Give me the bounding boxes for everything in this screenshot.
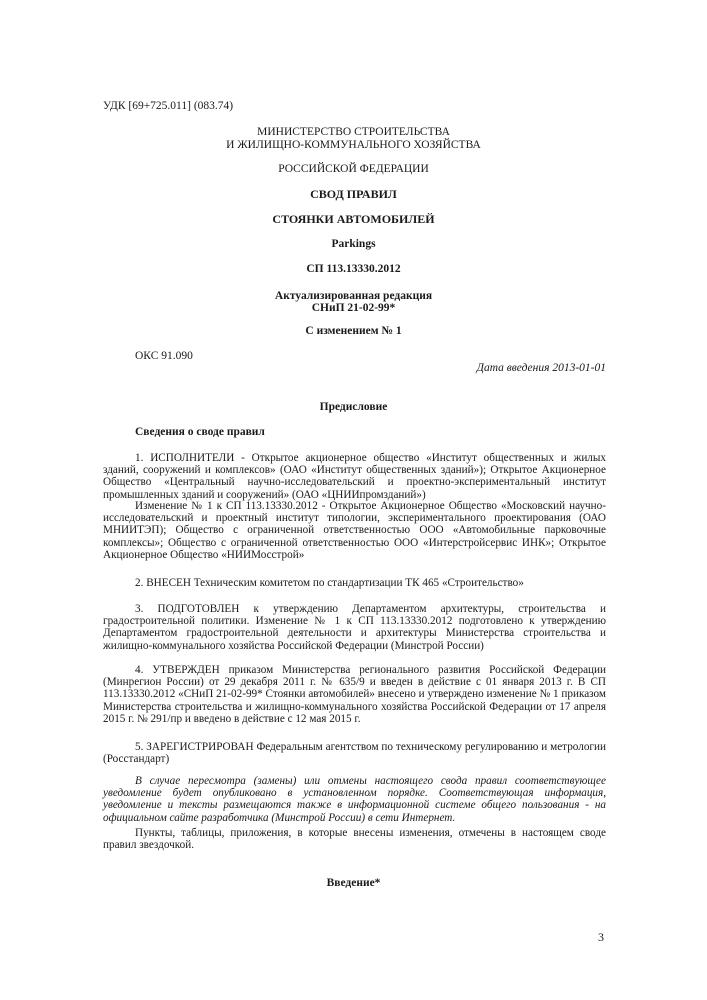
svod-heading: СВОД ПРАВИЛ [310,187,397,201]
ministry-line-2: И ЖИЛИЩНО-КОММУНАЛЬНОГО ХОЗЯЙСТВА [226,139,481,151]
federation-line: РОССИЙСКОЙ ФЕДЕРАЦИИ [278,163,429,175]
paragraph-executors: 1. ИСПОЛНИТЕЛИ - Открытое акционерное общество «Институт общественных и жилых зданий, сооружений и комплексов» (ОАО «Институт общественных зданий»); Открытое Акционерное Общество «Центральный научно-исследовательский и проектно-экспериментальный институт промышленных зданий и сооружений» (ОАО «ЦНИИпромзданий») [103,452,606,501]
edition-line-1: Актуализированная редакция [274,290,433,302]
document-title-en: Parkings [331,238,376,250]
foreword-heading: Предисловие [319,401,388,413]
effective-date: Дата введения 2013-01-01 [476,362,606,374]
paragraph-introduced: 2. ВНЕСЕН Техническим комитетом по стандартизации ТК 465 «Строительство» [135,577,524,589]
paragraph-change-executors: Изменение № 1 к СП 113.13330.2012 - Открытое Акционерное Общество «Московский научно-исследовательский и проектный институт типологии, экспериментального проектирования (ОАО МНИИТЭП); Общество с ограниченной ответственностью ООО «Автомобильные парковочные комплексы»; Общество с ограниченной ответственностью ООО «Интерстройсервис ИНК»; Открытое Акционерное Общество «НИИМосстрой» [103,500,606,561]
document-title: СТОЯНКИ АВТОМОБИЛЕЙ [272,212,435,226]
oks-code: ОКС 91.090 [135,350,193,362]
edition-info [0,290,707,314]
edition-line-2: СНиП 21-02-99* [311,302,396,314]
paragraph-prepared: 3. ПОДГОТОВЛЕН к утверждению Департаментом архитектуры, строительства и градостроительной политики. Изменение № 1 к СП 113.13330.2012 подготовлено к утверждению Департаментом градостроительной деятельности и архитектуры Министерства строительства и жилищно-коммунального хозяйства Российской Федерации (Минстрой России) [103,603,606,652]
page-number: 3 [598,930,604,944]
ministry-name [0,126,707,152]
paragraph-asterisk-note: Пункты, таблицы, приложения, в которые внесены изменения, отмечены в настоящем своде правил звездочкой. [103,827,606,852]
introduction-heading: Введение* [326,877,381,889]
paragraph-approved: 4. УТВЕРЖДЕН приказом Министерства регионального развития Российской Федерации (Минрегион России) от 29 декабря 2011 г. № 635/9 и введен в действие с 01 января 2013 г. В СП 113.13330.2012 «СНиП 21-02-99* Стоянки автомобилей» внесено и утверждено изменение № 1 приказом Министерства строительства и жилищно-коммунального хозяйства Российской Федерации от 17 апреля 2015 г. № 291/пр и введено в действие с 12 мая 2015 г. [103,664,606,725]
paragraph-revision-notice: В случае пересмотра (замены) или отмены настоящего свода правил соответствующее уведомление будет опубликовано в установленном порядке. Соответствующая информация, уведомление и тексты размещаются также в информационной системе общего пользования - на официальном сайте разработчика (Минстрой России) в сети Интернет. [103,775,606,824]
ministry-line-1: МИНИСТЕРСТВО СТРОИТЕЛЬСТВА [257,126,450,138]
foreword-subtitle: Сведения о своде правил [135,426,265,438]
udk-code: УДК [69+725.011] (083.74) [103,100,234,112]
change-note: С изменением № 1 [305,325,402,337]
document-code: СП 113.13330.2012 [306,263,401,275]
paragraph-registered: 5. ЗАРЕГИСТРИРОВАН Федеральным агентством по техническому регулированию и метрологии (Росстандарт) [103,741,606,766]
